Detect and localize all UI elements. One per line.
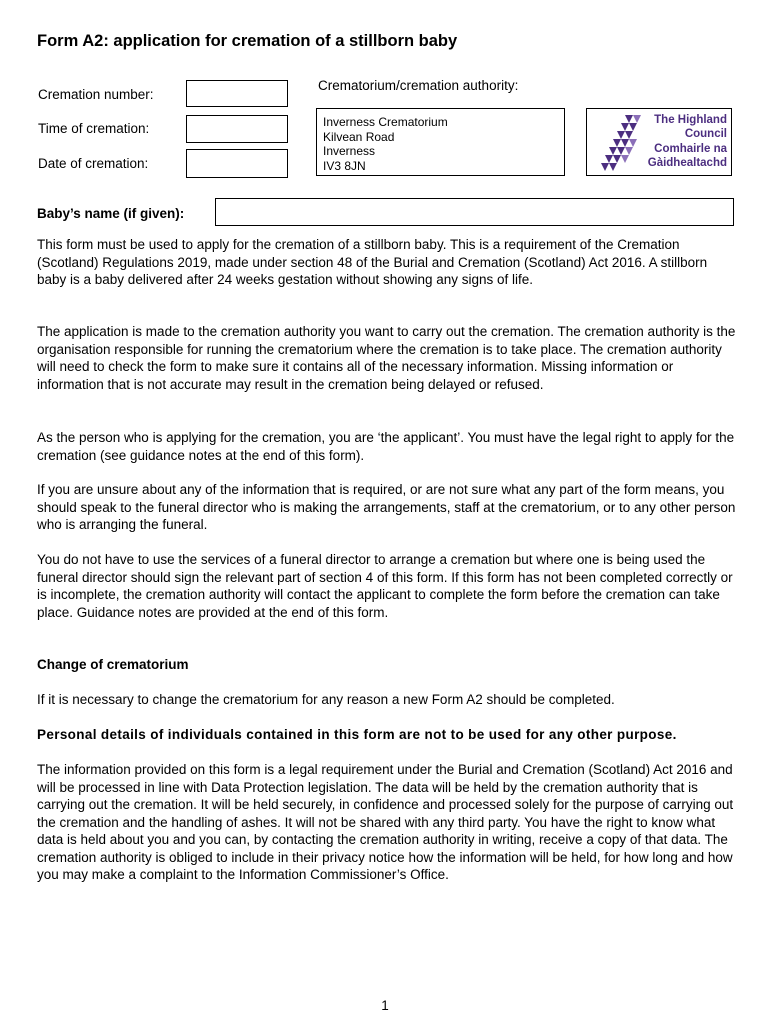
address-line: IV3 8JN — [323, 158, 366, 173]
logo-line: The Highland — [654, 114, 727, 126]
address-line: Inverness — [323, 144, 376, 158]
logo-line: Gàidhealtachd — [647, 157, 727, 169]
time-of-cremation-label: Time of cremation: — [38, 121, 150, 136]
page-title: Form A2: application for cremation of a stillborn baby — [37, 32, 458, 50]
intro-paragraph: This form must be used to apply for the cremation of a stillborn baby. This is a requirement of the Cremation (Scotland) Regulations 2019, made under section 48 of the Burial and Cremation (Scotland) Act 2016. A stillborn baby is a baby delivered after 24 weeks gestation without showing any signs of life. — [37, 237, 708, 287]
application-paragraph: The application is made to the cremation authority you want to carry out the cremation. The cremation authority is the organisation responsible for running the crematorium where the cremation is to take place. The cremation authority will need to check the form to make sure it contains all of the necessary information. Missing information or information that is not accurate may result in the cremation being delayed or refused. — [37, 324, 736, 392]
cremation-number-field[interactable] — [186, 80, 288, 107]
baby-name-field[interactable] — [215, 198, 734, 226]
logo-line: Comhairle na — [654, 143, 727, 155]
date-of-cremation-field[interactable] — [186, 149, 288, 178]
crematorium-label: Crematorium/cremation authority: — [318, 78, 519, 93]
logo-wordmark — [639, 113, 727, 170]
applicant-paragraph: As the person who is applying for the cremation, you are ‘the applicant’. You must have the legal right to apply for the cremation (see guidance notes at the end of this form). — [37, 430, 735, 463]
time-of-cremation-field[interactable] — [186, 115, 288, 143]
baby-name-label: Baby’s name (if given): — [37, 206, 185, 221]
date-of-cremation-label: Date of cremation: — [38, 156, 149, 171]
crematorium-address — [316, 108, 565, 176]
highland-council-logo — [586, 108, 732, 176]
data-protection-paragraph: The information provided on this form is a legal requirement under the Burial and Cremation (Scotland) Act 2016 and will be processed in line with Data Protection legislation. The data will be held by the cremation authority that is carrying out the cremation. It will be held securely, in confidence and processed solely for the purpose of carrying out the cremation and the handling of ashes. It will not be shared with any third party. You have the right to know what data is held about you and you can, by contacting the cremation authority in writing, receive a copy of that data. The cremation authority is obliged to include in their privacy notice how the information will be held, for how long and how you may make a complaint to the Information Commissioner’s Office. — [37, 762, 734, 882]
page-number: 1 — [381, 998, 389, 1013]
logo-line: Council — [684, 128, 727, 140]
change-crematorium-paragraph: If it is necessary to change the crematorium for any reason a new Form A2 should be completed. — [37, 692, 615, 707]
personal-details-notice: Personal details of individuals contained in this form are not to be used for any other purpose. — [37, 727, 677, 742]
address-line: Kilvean Road — [323, 129, 395, 144]
unsure-paragraph: If you are unsure about any of the information that is required, or are not sure what any part of the form means, you should speak to the funeral director who is making the arrangements, staff at the crematorium, or to any other person who is arranging the funeral. — [37, 482, 736, 532]
funeral-director-paragraph: You do not have to use the services of a funeral director to arrange a cremation but where one is being used the funeral director should sign the relevant part of section 4 of this form. If this form has not been completed correctly or is incomplete, the cremation authority will contact the applicant to complete the form before the cremation can take place. Guidance notes are provided at the end of this form. — [37, 552, 733, 620]
address-line: Inverness Crematorium — [323, 115, 448, 129]
change-crematorium-heading: Change of crematorium — [37, 657, 189, 672]
cremation-number-label: Cremation number: — [38, 87, 154, 102]
